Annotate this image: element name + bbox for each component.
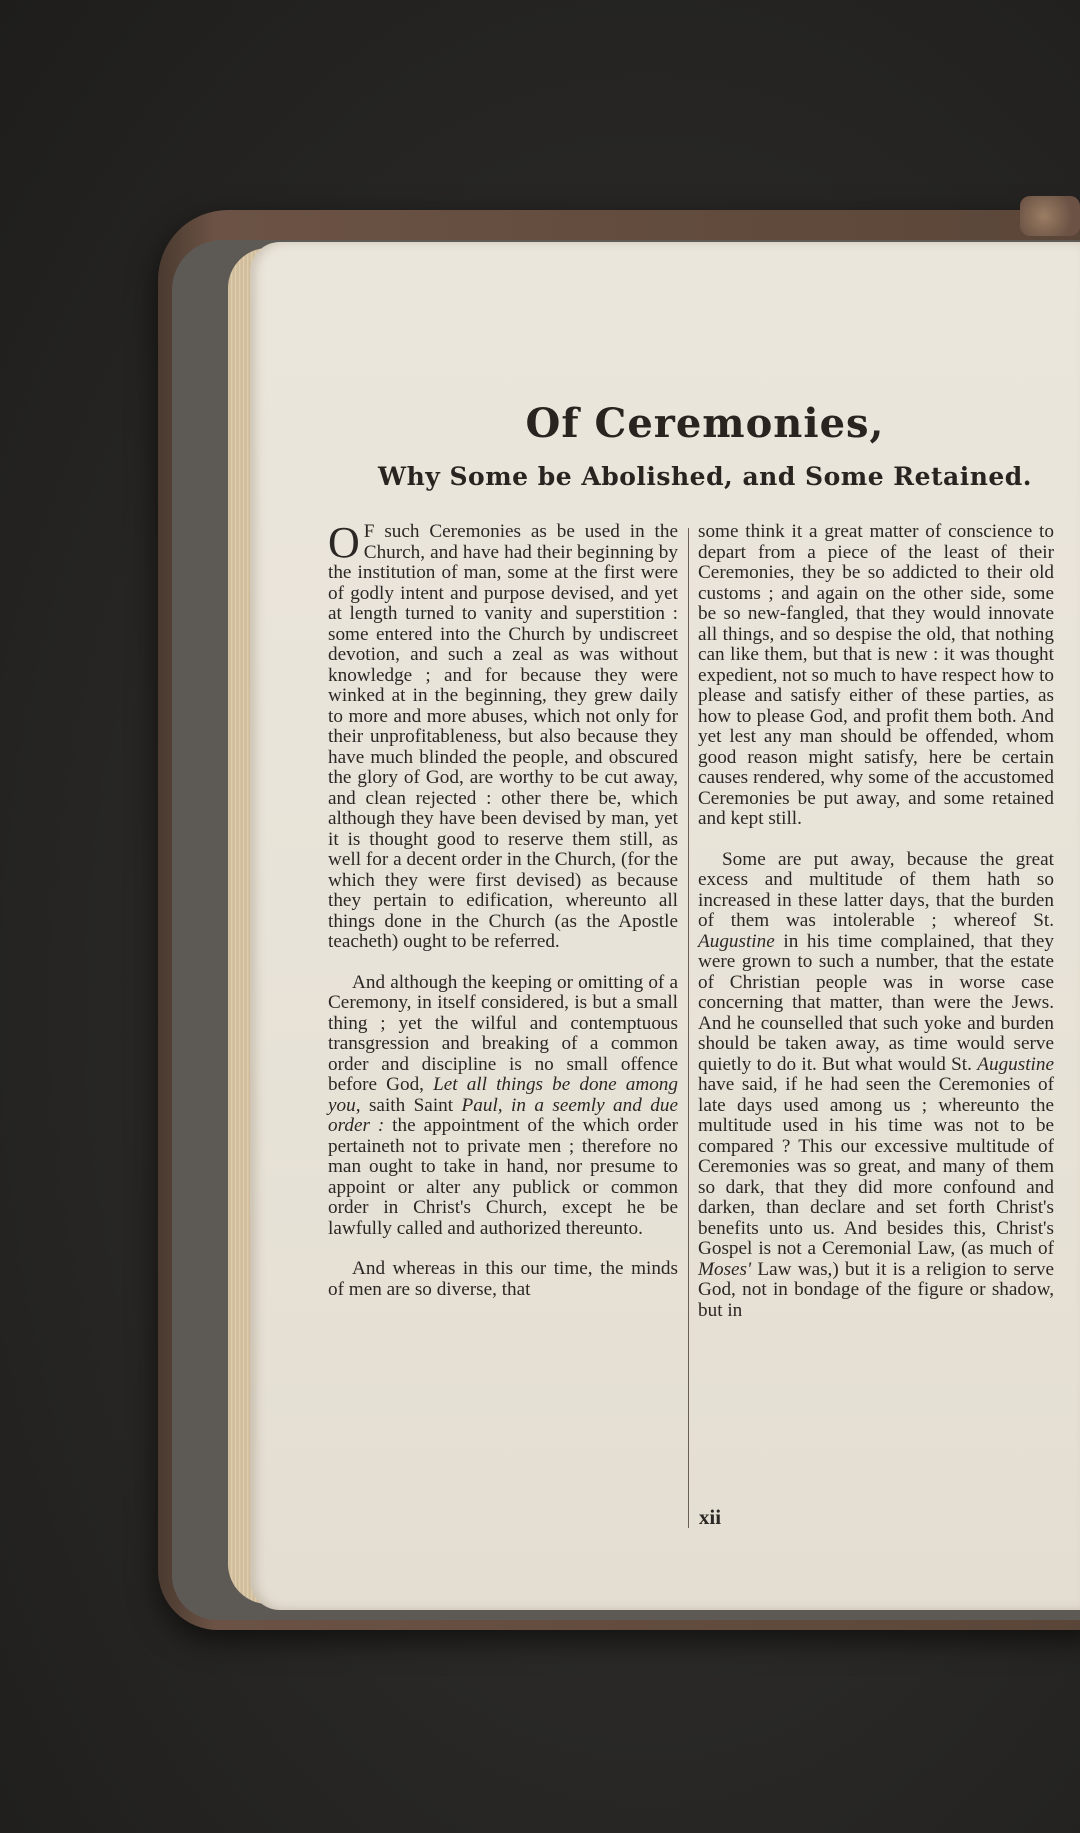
binding-fragment — [1020, 196, 1080, 236]
augustine-name: Augustine — [698, 930, 775, 952]
page-number: xii — [698, 1505, 722, 1529]
paragraph-2-text-c: the appointment of the which order pertaineth not to private men ; therefore no man ought to take in hand, nor presume to appoint or alter any publick or common order in Christ's Church, except he be lawfully called and authorized thereunto. — [328, 1115, 678, 1239]
paragraph-5-text-a: Some are put away, because the great excess and multitude of them hath so increased in these latter days, that the burden of them was intolerable ; whereof St. — [698, 848, 1054, 931]
paragraph-1-text: F such Ceremonies as be used in the Church, and have had their beginning by the institution of man, some at the first were of godly intent and purpose devised, and yet at length turned to vanity and superstition : some entered into the Church by undiscreet devotion, and such a zeal as was without knowledge ; and for because they were winked at in the beginning, they grew daily to more and more abuses, which not only for their unprofitableness, but also because they have much blinded the people, and obscured the glory of God, are worthy to be cut away, and clean rejected : other there be, which although they have been devised by man, yet it is thought good to reserve them still, as well for a decent order in the Church, (for the which they were first devised) as because they pertain to edification, whereunto all things done in the Church (as the Apostle teacheth) ought to be referred. — [328, 521, 678, 952]
right-column — [698, 522, 1054, 1341]
drop-cap: O — [328, 518, 360, 567]
paragraph-5 — [698, 850, 1054, 1322]
augustine-name-2: Augustine — [977, 1053, 1054, 1075]
paragraph-5-text-c: have said, if he had seen the Ceremonies of late days used among us ; whereunto the multitude used in his time was not to be compared ? This our excessive multitude of Ceremonies was so great, and many of them so dark, that they did more confound and darken, than declare and set forth Christ's benefits unto us. And besides this, Christ's Gospel is not a Ceremonial Law, (as much of — [698, 1074, 1054, 1259]
paragraph-1 — [328, 518, 678, 953]
page-title: Of Ceremonies, — [525, 400, 885, 447]
paragraph-2-text-b: saith Saint — [360, 1094, 462, 1116]
paragraph-2-quote: Let all things be done among you, — [328, 1074, 678, 1116]
page-subtitle: Why Some be Abolished, and Some Retained. — [378, 462, 1032, 491]
paragraph-2-quote-2: Paul, in a seemly and due order : — [328, 1094, 678, 1136]
paragraph-3: And whereas in this our time, the minds of men are so diverse, that — [328, 1258, 678, 1300]
paragraph-2 — [328, 973, 678, 1240]
paragraph-2-text-a: And although the keeping or omitting of a Ceremony, in itself considered, is but a small thing ; yet the wilful and contemptuous transgression and breaking of a common order and discipline is no small offence before God, — [328, 971, 678, 1095]
paragraph-5-text-d: Law was,) but it is a religion to serve God, not in bondage of the figure or shadow, but in — [698, 1258, 1054, 1321]
left-column — [328, 518, 678, 1320]
moses-name: Moses' — [698, 1258, 752, 1280]
column-divider — [688, 528, 689, 1528]
paragraph-5-text-b: in his time complained, that they were grown to such a number, that the estate of Christian people was in worse case concerning that matter, than were the Jews. And he counselled that such yoke and burden should be taken away, as time would serve quietly to do it. But what would St. — [698, 930, 1054, 1075]
paragraph-4: some think it a great matter of conscience to depart from a piece of the least of their Ceremonies, they be so addicted to their old customs ; and again on the other side, some be so new-fangled, that they would innovate all things, and so despise the old, that nothing can like them, but that is new : it was thought expedient, not so much to have respect how to please and satisfy either of these parties, as how to please God, and profit them both. And yet lest any man should be offended, whom good reason might satisfy, here be certain causes rendered, why some of the accustomed Ceremonies be put away, and some retained and kept still. — [698, 521, 1054, 829]
